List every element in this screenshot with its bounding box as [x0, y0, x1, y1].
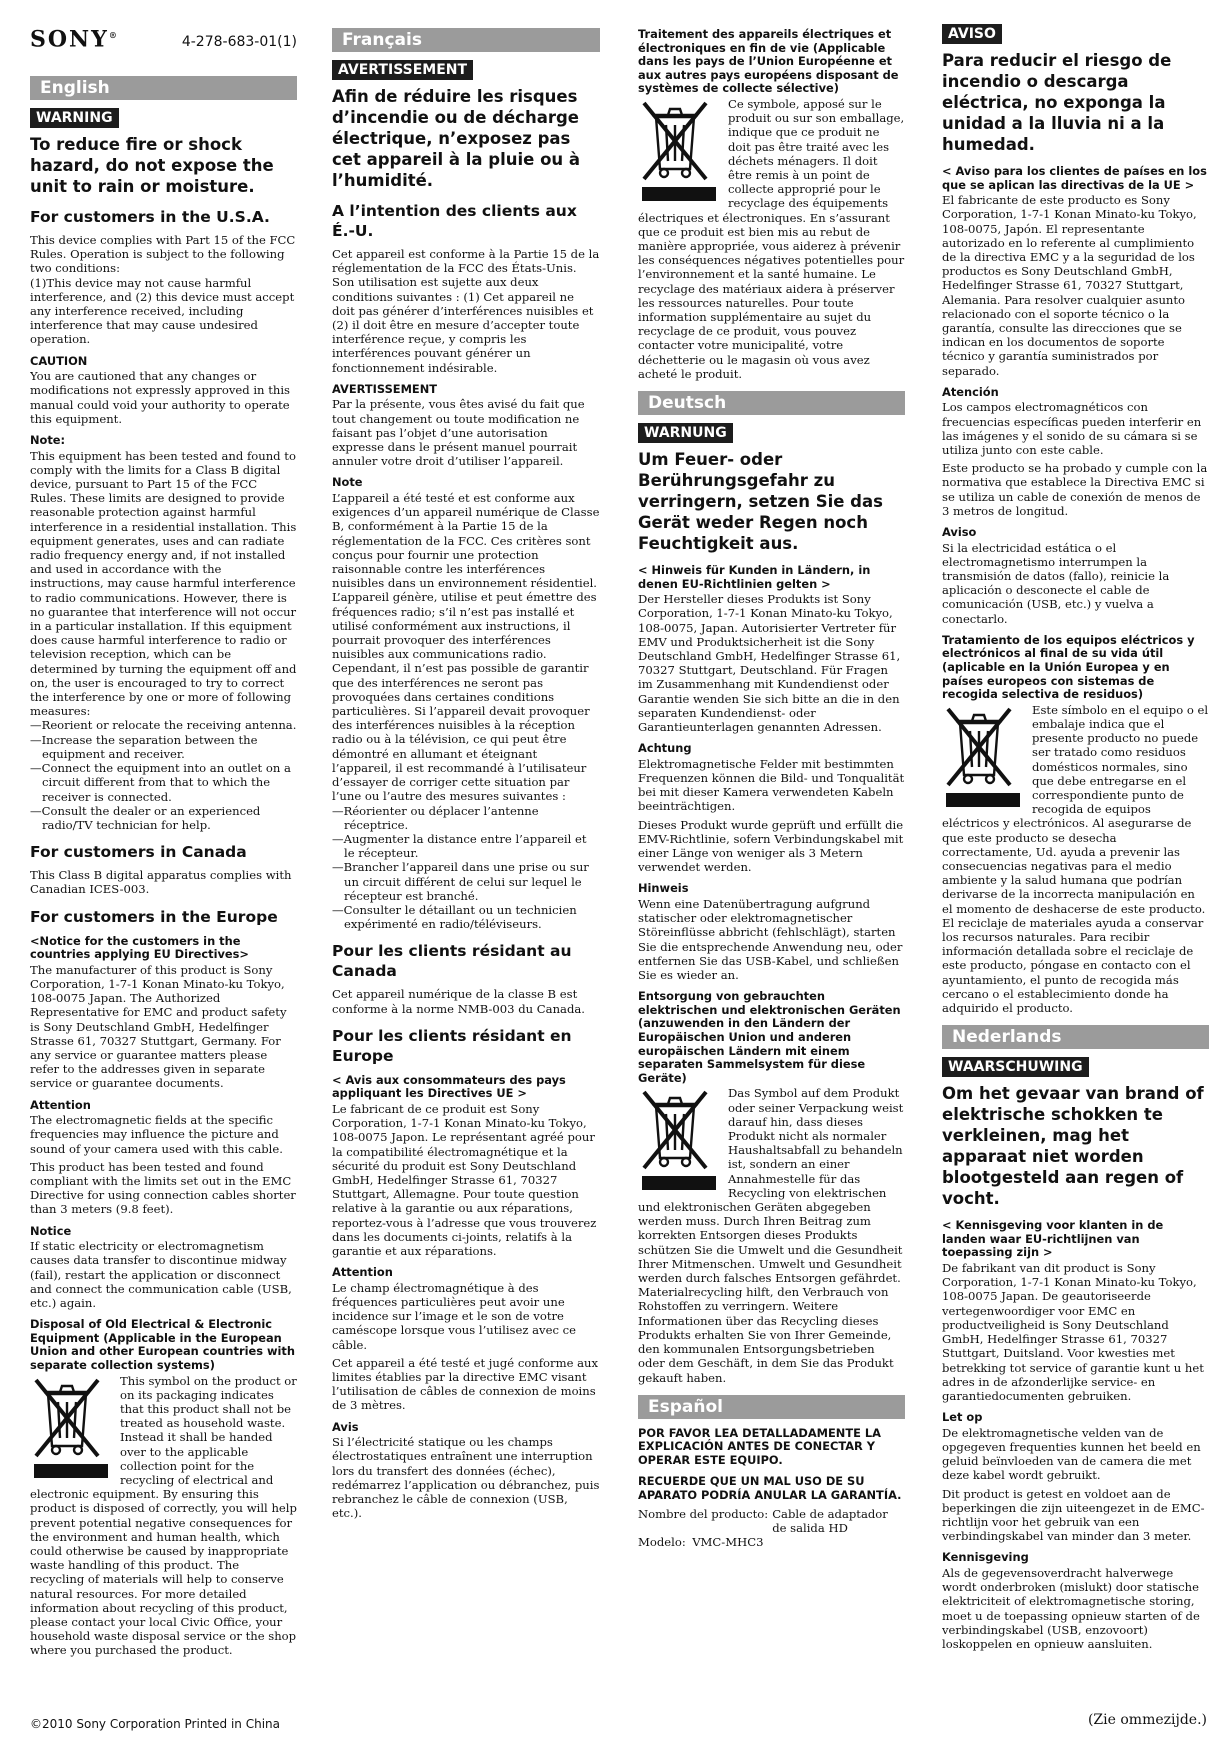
- warning-label: AVERTISSEMENT: [332, 60, 473, 80]
- weee-bin-icon: [30, 1376, 112, 1480]
- list-item: —Reorient or relocate the receiving antenna.: [30, 718, 297, 733]
- canada-paragraph: Cet appareil numérique de la classe B est conforme à la norme NMB-003 du Canada.: [332, 987, 585, 1016]
- column-spanish-dutch: [942, 24, 1209, 1655]
- eu-notice-heading: < Kennisgeving voor klanten in de landen waar EU-richtlijnen van toepassing zijn >: [942, 1218, 1164, 1260]
- copyright-footer: ©2010 Sony Corporation Printed in China: [30, 1717, 280, 1731]
- disposal-heading: Tratamiento de los equipos eléctricos y electrónicos al final de su vida útil (aplicable en la Unión Europea y en países europeos con sistemas de recogida selectiva de residuos): [942, 632, 1195, 702]
- disposal-paragraph: Ce symbole, apposé sur le produit ou sur son emballage, indique que ce produit ne doit pas être traité avec les déchets ménagers. Il doit être remis à un point de collecte approprié pour le recyclage des équipements électriques et électroniques. En s’assurant que ce produit est bien mis au rebut de manière appropriée, vous aiderez à prévenir les conséquences négatives potentielles pour l’environnement et la santé humaine. Le recyclage des matériaux aidera à préserver les ressources naturelles. Pour toute information supplémentaire au sujet du recyclage de ce produit, vous pouvez contacter votre municipalité, votre déchetterie ou le magasin où vous avez acheté le produit.: [638, 96, 905, 381]
- aviso-heading: Aviso: [942, 525, 977, 540]
- product-label: Nombre del producto:: [638, 1506, 769, 1521]
- measures-list: [30, 718, 297, 832]
- avis-paragraph: Si l’électricité statique ou les champs électrostatiques entraînent une interruption lors du transfert des données (échec), redémarrez l’application ou débranchez, puis rebranchez le câble de connexion (USB, etc.).: [332, 1435, 600, 1521]
- attention-heading: Let op: [942, 1410, 983, 1425]
- canada-title: For customers in Canada: [30, 843, 247, 862]
- warning-label: WAARSCHUWING: [942, 1057, 1089, 1077]
- hint-heading: Hinweis: [638, 881, 689, 896]
- attention-paragraph: The electromagnetic fields at the specific frequencies may influence the picture and sound of your camera used with this cable.: [30, 1113, 283, 1156]
- eu-notice-paragraph: The manufacturer of this product is Sony Corporation, 1-7-1 Konan Minato-ku Tokyo, 108-0075 Japan. The Authorized Representative for EMC and product safety is Sony Deutschland GmbH, Hedelfinger Strasse 61, 70327 Stuttgart, Germany. For any service or guarantee matters please refer to the addresses given in separate service or guarantee documents.: [30, 962, 287, 1091]
- canada-title: Pour les clients résidant au Canada: [332, 942, 572, 981]
- warning-label: AVISO: [942, 24, 1002, 44]
- avertissement-heading: AVERTISSEMENT: [332, 381, 438, 396]
- note-paragraph: This equipment has been tested and found to comply with the limits for a Class B digital device, pursuant to Part 15 of the FCC Rules. These limits are designed to provide reasonable protection against harmful interference in a residential installation. This equipment generates, uses and can radiate radio frequency energy and, if not installed and used in accordance with the instructions, may cause harmful interference to radio communications. However, there is no guarantee that interference will not occur in a particular installation. If this equipment does cause harmful interference to radio or television reception, which can be determined by turning the equipment off and on, the user is encouraged to try to correct the interference by one or more of following measures:: [30, 448, 297, 719]
- warning-text: Um Feuer- oder Berührungsgefahr zu verringern, setzen Sie das Gerät weder Regen noch Feuchtigkeit aus.: [638, 450, 883, 554]
- list-item: —Connect the equipment into an outlet on a circuit different from that to which the receiver is connected.: [30, 761, 291, 804]
- warning-label: WARNUNG: [638, 423, 733, 443]
- disposal-heading: Traitement des appareils électriques et électroniques en fin de vie (Applicable dans les pays de l’Union Européenne et aux autres pays européens disposant de systèmes de collecte sélective): [638, 28, 899, 96]
- section-english: English: [30, 76, 297, 100]
- attention-heading: Atención: [942, 384, 999, 399]
- usa-paragraph: Cet appareil est conforme à la Partie 15 de la réglementation de la FCC des États-Unis. Son utilisation est sujette aux deux conditions suivantes : (1) Cet appareil ne doit pas générer d’interférences nuisibles et (2) il doit être en mesure d’accepter toute interférence reçue, y compris les interférences pouvant générer un fonctionnement indésirable.: [332, 247, 600, 375]
- disposal-block: [638, 1086, 905, 1384]
- list-item: —Augmenter la distance entre l’appareil et le récepteur.: [332, 831, 587, 861]
- disposal-heading: Disposal of Old Electrical & Electronic Equipment (Applicable in the European Union and other European countries with separate collection systems): [30, 1317, 295, 1372]
- warning-label: WARNING: [30, 108, 119, 128]
- section-spanish: Español: [638, 1395, 905, 1419]
- column-english: [30, 28, 297, 1658]
- eu-notice-heading: < Hinweis für Kunden in Ländern, in denen EU-Richtlinien gelten >: [638, 563, 871, 591]
- section-dutch: Nederlands: [942, 1025, 1209, 1049]
- tested-paragraph: Este producto se ha probado y cumple con la normativa que establece la Directiva EMC si se utiliza un cable de conexión de menos de 3 metros de longitud.: [942, 461, 1208, 518]
- list-item: —Increase the separation between the equipment and receiver.: [30, 732, 258, 761]
- sony-logo: SONY®: [30, 28, 117, 53]
- hint-paragraph: Wenn eine Datenübertragung aufgrund statischer oder elektromagnetischer Störeinflüsse abbricht (fehlschlägt), starten Sie die entsprechende Anwendung neu, oder entfernen Sie das USB-Kabel, und schließen Sie es wieder an.: [638, 897, 903, 983]
- warning-text: To reduce fire or shock hazard, do not expose the unit to rain or moisture.: [30, 135, 274, 196]
- europe-title: For customers in the Europe: [30, 907, 278, 926]
- avis-heading: Avis: [332, 1419, 359, 1434]
- eu-notice-paragraph: Le fabricant de ce produit est Sony Corporation, 1-7-1 Konan Minato-ku Tokyo, 108-0075 Japon. Le représentant agréé pour la compatibilité électromagnétique et la sécurité du produit est Sony Deutschland GmbH, Hedelfinger Strasse 61, 70327 Stuttgart, Allemagne. Pour toute question relative à la garantie ou aux réparations, reportez-vous à l’adresse que vous trouverez dans les documents ci-joints, relatifs à la garantie et aux réparations.: [332, 1101, 597, 1258]
- column-french: [332, 28, 600, 1524]
- caution-heading: CAUTION: [30, 353, 88, 368]
- attention-heading: Achtung: [638, 741, 692, 756]
- eu-notice-paragraph: De fabrikant van dit product is Sony Corporation, 1-7-1 Konan Minato-ku Tokyo, 108-0075 Japan. De geautoriseerde vertegenwoordiger voor EMC en productveiligheid is Sony Deutschland GmbH, Hedelfinger Strasse 61, 70327 Stuttgart, Duitsland. Voor kwesties met betrekking tot service of garantie kunt u het adres in de afzonderlijke service- en garantiedocumenten gebruiken.: [942, 1261, 1204, 1403]
- warranty-caps: RECUERDE QUE UN MAL USO DE SU APARATO PODRÍA ANULAR LA GARANTÍA.: [638, 1474, 902, 1503]
- section-german: Deutsch: [638, 391, 905, 415]
- attention-paragraph: Los campos electromagnéticos con frecuencias específicas pueden interferir en las imágenes y el sonido de su cámara si se utiliza junto con este cable.: [942, 400, 1202, 458]
- attention-paragraph: Le champ électromagnétique à des fréquences particulières peut avoir une incidence sur l’image et le son de votre caméscope lorsque vous l’utilisez avec ce câble.: [332, 1280, 577, 1352]
- tested-paragraph: Cet appareil a été testé et jugé conforme aux limites établies par la directive EMC visant l’utilisation de câbles de connexion de moins de 3 mètres.: [332, 1355, 599, 1413]
- list-item: —Consult the dealer or an experienced radio/TV technician for help.: [30, 803, 261, 832]
- eu-notice-paragraph: El fabricante de este producto es Sony Corporation, 1-7-1 Konan Minato-ku Tokyo, 108-0075, Japón. El representante autorizado en lo referente al cumplimiento de la directiva EMC y a la seguridad de los productos es Sony Deutschland GmbH, Hedelfinger Strasse 61, 70327 Stuttgart, Alemania. Para resolver cualquier asunto relacionado con el soporte técnico o la garantía, consulte las direcciones que se indican en los documentos de soporte técnico y garantía suministrados por separado.: [942, 193, 1197, 378]
- product-value: Cable de adaptador de salida HD: [772, 1506, 888, 1535]
- product-info: [638, 1507, 905, 1550]
- warning-text: Om het gevaar van brand of elektrische schokken te verkleinen, mag het apparaat niet worden blootgesteld aan regen of vocht.: [942, 1084, 1204, 1209]
- canada-paragraph: This Class B digital apparatus complies with Canadian ICES-003.: [30, 868, 292, 897]
- warning-text: Para reducir el riesgo de incendio o descarga eléctrica, no exponga la unidad a la lluvia ni a la humedad.: [942, 51, 1172, 154]
- disposal-block: [30, 1374, 297, 1658]
- list-item: —Réorienter ou déplacer l’antenne réceptrice.: [332, 803, 539, 832]
- eu-notice-heading: < Aviso para los clientes de países en los que se aplican las directivas de la UE >: [942, 164, 1207, 192]
- list-item: —Brancher l’appareil dans une prise ou sur un circuit différent de celui sur lequel le récepteur est branché.: [332, 860, 589, 903]
- eu-notice-paragraph: Der Hersteller dieses Produkts ist Sony Corporation, 1-7-1 Konan Minato-ku Tokyo, 108-0075, Japan. Autorisierter Vertreter für EMV und Produktsicherheit ist die Sony Deutschland GmbH, Hedelfinger Strasse 61, 70327 Stuttgart, Deutschland. Für Fragen im Zusammenhang mit Kundendienst oder Garantie wenden Sie sich bitte an die in den separaten Kundendienst- oder Garantieunterlagen genannten Adressen.: [638, 592, 901, 735]
- avertissement-paragraph: Par la présente, vous êtes avisé du fait que tout changement ou toute modification ne faisant pas l’objet d’une autorisation expresse dans le présent manuel pourrait annuler votre droit d’utiliser l’appareil.: [332, 397, 585, 469]
- notice-paragraph: Als de gegevensoverdracht halverwege wordt onderbroken (mislukt) door statische elektriciteit of elektromagnetische storing, moet u de toepassing opnieuw starten of de verbindingskabel (USB, enzovoort) loskoppelen en opnieuw aansluiten.: [942, 1565, 1200, 1651]
- attention-heading: Attention: [30, 1097, 91, 1112]
- warning-text: Afin de réduire les risques d’incendie ou de décharge électrique, n’exposez pas cet appareil à la pluie ou à l’humidité.: [332, 87, 581, 190]
- disposal-block: [942, 703, 1209, 1015]
- eu-notice-heading: <Notice for the customers in the countries applying EU Directives>: [30, 933, 249, 962]
- tested-paragraph: Dit product is getest en voldoet aan de beperkingen die zijn uiteengezet in de EMC-richtlijn voor het gebruik van een verbindingskabel van minder dan 3 meter.: [942, 1486, 1205, 1544]
- disposal-paragraph: Este símbolo en el equipo o el embalaje indica que el presente producto no puede ser tratado como residuos domésticos normales, sino que debe entregarse en el correspondiente punto de recogida de equipos eléctricos y electrónicos. Al asegurarse de que este producto se desecha correctamente, Ud. ayuda a prevenir las consecuencias negativas para el medio ambiente y la salud humana que podrían derivarse de la incorrecta manipulación en el momento de deshacerse de este producto. El reciclaje de materiales ayuda a conservar los recursos naturales. Para recibir información detallada sobre el reciclaje de este producto, póngase en contacto con el ayuntamiento, el punto de recogida más cercano o el establecimiento donde ha adquirido el producto.: [942, 702, 1209, 1016]
- europe-title: Pour les clients résidant en Europe: [332, 1026, 572, 1065]
- document-code: 4-278-683-01(1): [181, 34, 297, 51]
- read-instructions-caps: POR FAVOR LEA DETALLADAMENTE LA EXPLICACIÓN ANTES DE CONECTAR Y OPERAR ESTE EQUIPO.: [638, 1425, 881, 1467]
- notice-paragraph: If static electricity or electromagnetism causes data transfer to discontinue midway (fail), restart the application or disconnect and connect the communication cable (USB, etc.) again.: [30, 1239, 292, 1310]
- turn-page-note: (Zie ommezijde.): [1087, 1712, 1207, 1728]
- caution-paragraph: You are cautioned that any changes or modifications not expressly approved in this manual could void your authority to operate this equipment.: [30, 369, 290, 426]
- model-label: Modelo:: [638, 1535, 686, 1550]
- disposal-block: [638, 97, 905, 381]
- disposal-heading: Entsorgung von gebrauchten elektrischen und elektronischen Geräten (anzuwenden in den Ländern der Europäischen Union und anderen europäischen Ländern mit einem separaten Sammelsystem für diese Geräte): [638, 989, 901, 1085]
- eu-notice-heading: < Avis aux consommateurs des pays appliquant les Directives UE >: [332, 1072, 566, 1101]
- note-heading: Note:: [30, 433, 66, 448]
- weee-bin-icon: [638, 99, 720, 203]
- usa-title: A l’intention des clients aux É.-U.: [332, 202, 577, 240]
- disposal-paragraph: Das Symbol auf dem Produkt oder seiner Verpackung weist darauf hin, dass dieses Produkt nicht als normaler Haushaltsabfall zu behandeln ist, sondern an einer Annahmestelle für das Recycling von elektrischen und elektronischen Geräten abgegeben werden muss. Durch Ihren Beitrag zum korrekten Entsorgen dieses Produkts schützen Sie die Umwelt und die Gesundheit Ihrer Mitmenschen. Umwelt und Gesundheit werden durch falsches Entsorgen gefährdet. Materialrecycling hilft, den Verbrauch von Rohstoffen zu verringern. Weitere Informationen über das Recycling dieses Produkts erhalten Sie von Ihrer Gemeinde, den kommunalen Entsorgungsbetrieben oder dem Geschäft, in dem Sie das Produkt gekauft haben.: [638, 1086, 904, 1385]
- notice-heading: Kennisgeving: [942, 1550, 1029, 1565]
- attention-paragraph: Elektromagnetische Felder mit bestimmten Frequenzen können die Bild- und Tonqualität bei mit dieser Kamera verwendeten Kabeln beeinträchtigen.: [638, 756, 905, 814]
- tested-paragraph: This product has been tested and found compliant with the limits set out in the EMC Directive for using connection cables shorter than 3 meters (9.8 feet).: [30, 1159, 296, 1217]
- attention-heading: Attention: [332, 1265, 393, 1280]
- aviso-paragraph: Si la electricidad estática o el electromagnetismo interrumpen la transmisión de datos (fallo), reinicie la aplicación o desconecte el cable de comunicación (USB, etc.) y vuelva a conectarlo.: [942, 540, 1170, 626]
- tested-paragraph: Dieses Produkt wurde geprüft und erfüllt die EMV-Richtlinie, sofern Verbindungskabel mit einer Länge von weniger als 3 Metern verwendet werden.: [638, 817, 904, 875]
- column-german: [638, 28, 905, 1549]
- section-french: Français: [332, 28, 600, 52]
- usa-title: For customers in the U.S.A.: [30, 208, 270, 226]
- note-heading: Note: [332, 475, 363, 490]
- usa-paragraph: This device complies with Part 15 of the FCC Rules. Operation is subject to the following two conditions: (1)This device may not cause harmful interference, and (2) this device must accept any interference received, including interference that may cause undesired operation.: [30, 233, 296, 347]
- weee-bin-icon: [638, 1088, 720, 1192]
- attention-paragraph: De elektromagnetische velden van de opgegeven frequenties kunnen het beeld en geluid beïnvloeden van de camera die met deze kabel wordt gebruikt.: [942, 1425, 1201, 1483]
- measures-list: [332, 804, 600, 932]
- header-row: [30, 28, 297, 54]
- weee-bin-icon: [942, 705, 1024, 809]
- note-paragraph: L’appareil a été testé et est conforme aux exigences d’un appareil numérique de Classe B, conformément à la Partie 15 de la réglementation de la FCC. Ces critères sont conçus pour fournir une protection raisonnable contre les interférences nuisibles dans un environnement résidentiel. L’appareil génère, utilise et peut émettre des fréquences radio; s’il n’est pas installé et utilisé conformément aux instructions, il pourrait provoquer des interférences nuisibles aux communications radio. Cependant, il n’est pas possible de garantir que des interférences ne seront pas provoquées dans certaines conditions particulières. Si l’appareil devait provoquer des interférences nuisibles à la réception radio ou à la télévision, ce qui peut être démontré en allumant et éteignant l’appareil, il est recommandé à l’utilisateur d’essayer de corriger cette situation par l’une ou l’autre des mesures suivantes :: [332, 491, 600, 804]
- notice-heading: Notice: [30, 1223, 72, 1238]
- model-value: VMC-MHC3: [692, 1535, 764, 1550]
- list-item: —Consulter le détaillant ou un technicien expérimenté en radio/téléviseurs.: [332, 902, 577, 932]
- disposal-paragraph: This symbol on the product or on its packaging indicates that this product shall not be treated as household waste. Instead it shall be handed over to the applicable collection point for the recycling of electrical and electronic equipment. By ensuring this product is disposed of correctly, you will help prevent potential negative consequences for the environment and human health, which could otherwise be caused by inappropriate waste handling of this product. The recycling of materials will help to conserve natural resources. For more detailed information about recycling of this product, please contact your local Civic Office, your household waste disposal service or the shop where you purchased the product.: [30, 1373, 297, 1658]
